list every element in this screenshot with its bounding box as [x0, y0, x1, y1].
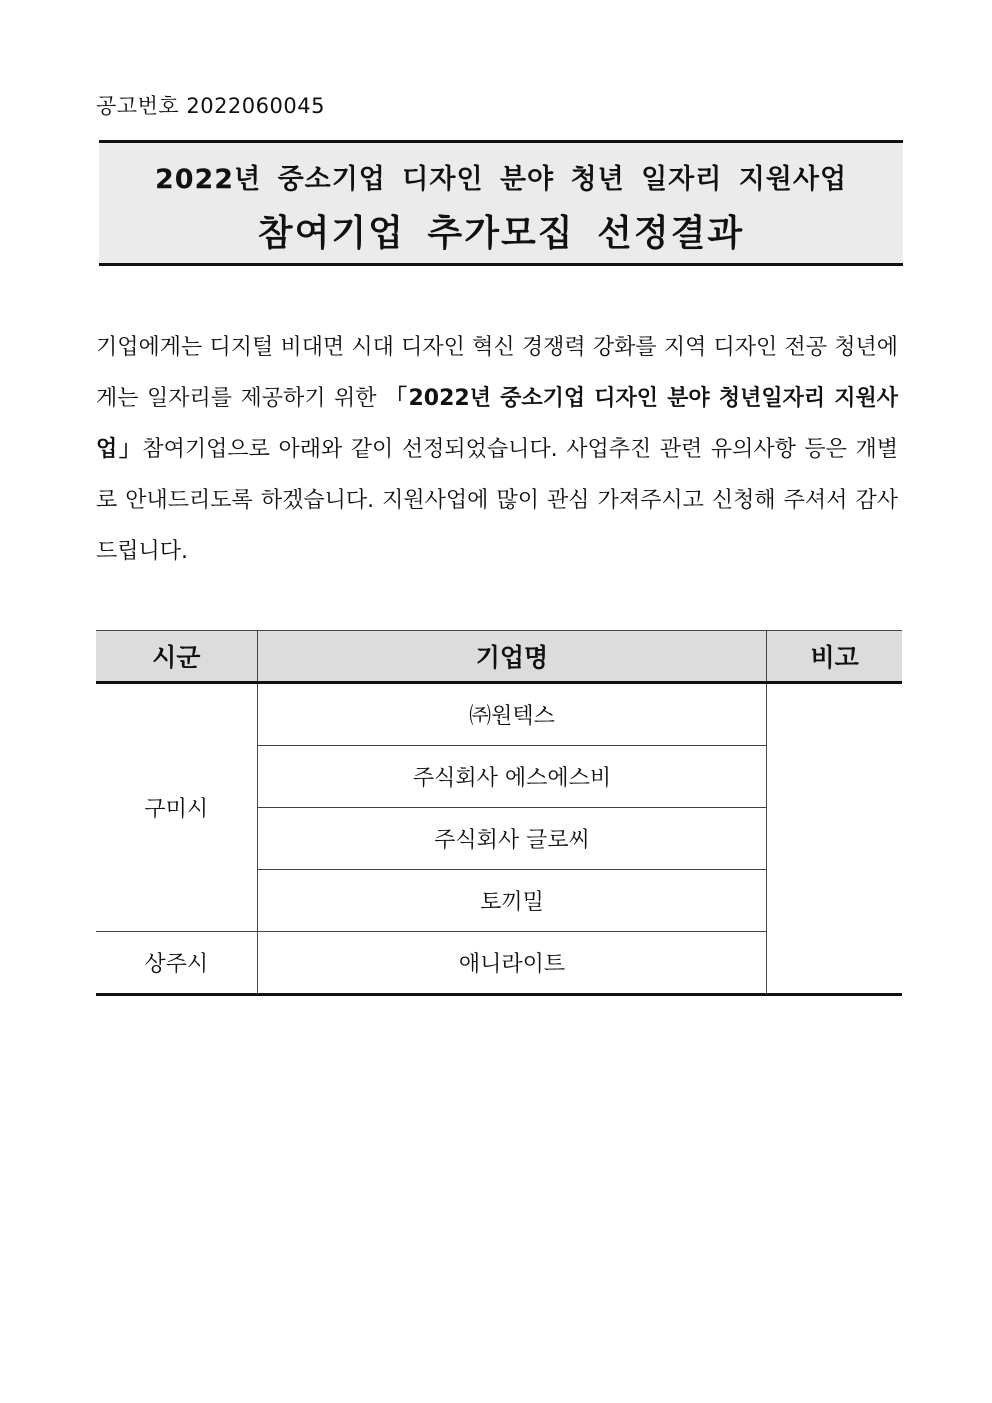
title-sub: 참여기업 추가모집 선정결과 — [257, 213, 745, 254]
note-cell — [767, 683, 902, 995]
header-note: 비고 — [767, 631, 902, 683]
title-main: 2022년 중소기업 디자인 분야 청년 일자리 지원사업 — [154, 164, 848, 195]
notice-label: 공고번호 — [96, 94, 180, 118]
intro-text-1: 기업에게는 디지털 비대면 시대 디자인 혁신 경쟁력 강화를 지역 디자인 전공 청년에게는 일자리를 제공하기 위한 — [96, 335, 898, 411]
intro-paragraph — [96, 322, 898, 577]
region-cell: 상주시 — [96, 932, 257, 995]
notice-number — [96, 90, 325, 120]
header-company: 기업명 — [257, 631, 767, 683]
region-cell: 구미시 — [96, 683, 257, 932]
intro-text-2: 참여기업으로 아래와 같이 선정되었습니다. 사업추진 관련 유의사항 등은 개별로 안내드리도록 하겠습니다. 지원사업에 많이 관심 가져주시고 신청해 주셔서 감사드립니다. — [96, 437, 898, 564]
title-box — [99, 140, 903, 266]
table-header-row — [96, 631, 902, 683]
program-name: 「2022년 중소기업 디자인 분야 청년일자리 지원사업」 — [96, 386, 898, 462]
company-cell: 주식회사 에스에스비 — [257, 746, 767, 808]
table-row — [96, 683, 902, 746]
selection-result-table — [96, 630, 902, 996]
company-cell: 토끼밀 — [257, 870, 767, 932]
company-cell: 주식회사 글로씨 — [257, 808, 767, 870]
header-region: 시군 — [96, 631, 257, 683]
company-cell: ㈜원텍스 — [257, 683, 767, 746]
notice-value: 2022060045 — [186, 94, 325, 118]
company-cell: 애니라이트 — [257, 932, 767, 995]
